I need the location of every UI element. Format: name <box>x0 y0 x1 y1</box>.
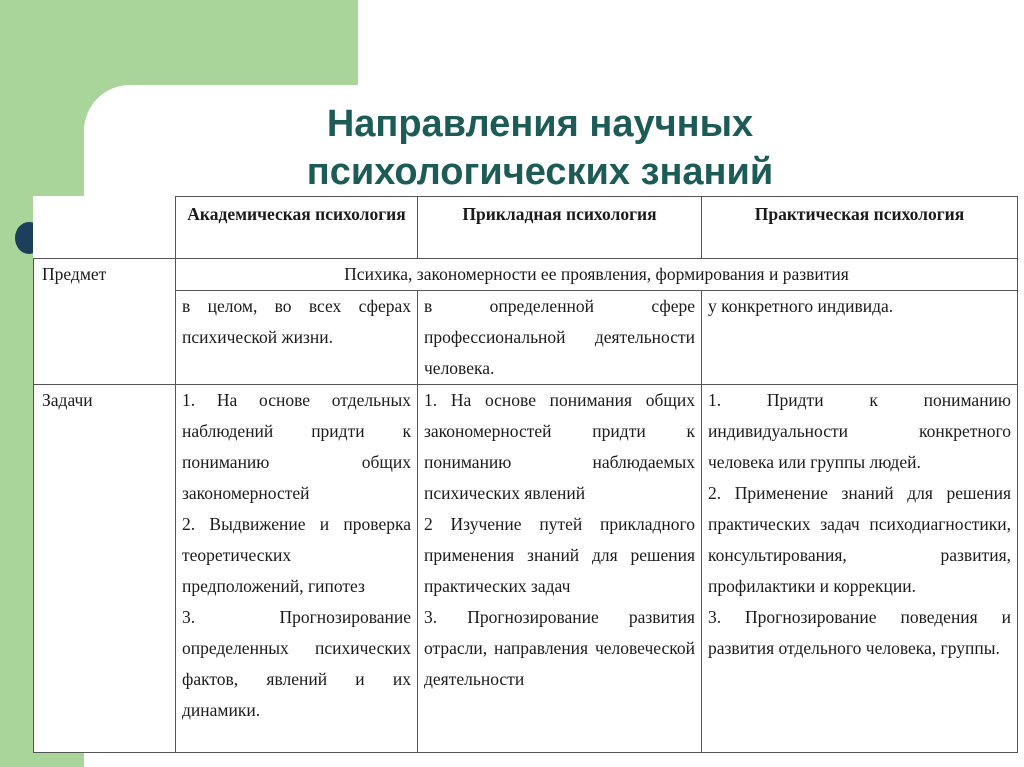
tasks-academic-cell: 1. На основе отдельных наблюдений придти к пониманию общих закономерностей 2. Выдвижение и проверка теоретических предположений, гипотез 3. Прогнозирование определенных психических фактов, явлений и их динамики. <box>176 385 418 753</box>
subject-practical-cell: у конкретного индивида. <box>702 291 1018 385</box>
tasks-label: Задачи <box>34 385 176 753</box>
subject-academic-cell: в целом, во всех сферах психической жизни. <box>176 291 418 385</box>
subject-label: Предмет <box>34 259 176 385</box>
subject-row-details <box>34 291 1018 385</box>
header-row <box>34 197 1018 259</box>
subject-row-common <box>34 259 1018 291</box>
tasks-practical-cell: 1. Придти к пониманию индивидуальности конкретного человека или группы людей. 2. Применение знаний для решения практических задач психодиагностики, консультирования, развития, профилактики и коррекции. 3. Прогнозирование поведения и развития отдельного человека, группы. <box>702 385 1018 753</box>
header-academic: Академическая психология <box>176 197 418 259</box>
slide-title-line2: психологических знаний <box>306 151 774 193</box>
header-practical: Практическая психология <box>702 197 1018 259</box>
header-applied: Прикладная психология <box>418 197 702 259</box>
subject-common-cell: Психика, закономерности ее проявления, формирования и развития <box>176 259 1018 291</box>
slide-title-line1: Направления научных <box>326 103 754 145</box>
subject-applied-cell: в определенной сфере профессиональной деятельности человека. <box>418 291 702 385</box>
directions-table <box>33 196 1017 753</box>
tasks-row <box>34 385 1018 753</box>
header-corner-cell <box>34 197 176 259</box>
slide-title <box>160 100 920 196</box>
comparison-table <box>33 196 1018 753</box>
tasks-applied-cell: 1. На основе понимания общих закономерностей придти к пониманию наблюдаемых психических явлений 2 Изучение путей прикладного применения знаний для решения практических задач 3. Прогнозирование развития отрасли, направления человеческой деятельности <box>418 385 702 753</box>
